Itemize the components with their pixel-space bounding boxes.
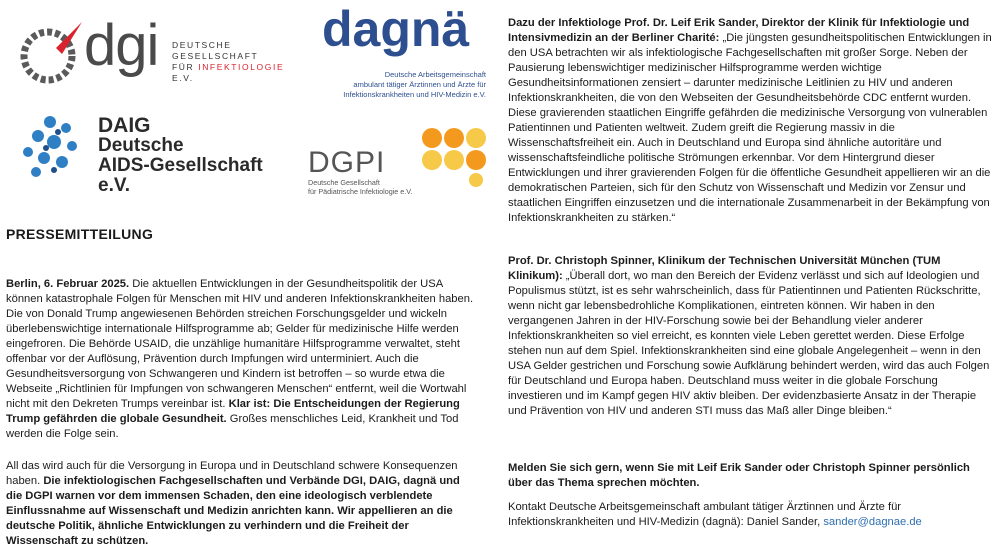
appeal-paragraph: All das wird auch für die Versorgung in Europa und in Deutschland schwere Konsequenzen haben. Die infektiologischen Fachgesellschaften und Verbände DGI, DAIG, dagnä und die DGPI warnen vor dem immensen Schaden, den eine ideologisch verblendete Einflussnahme auf Wissenschaft und Medizin anrichten kann. Wir appellieren an die deutsche Politik, ähnliche Entwicklungen zu verhindern und die Freiheit der Wissenschaft zu schützen. — [6, 460, 460, 547]
dgi-ring-icon — [16, 18, 86, 88]
dateline: Berlin, 6. Februar 2025. — [6, 278, 130, 290]
contact-invitation: Melden Sie sich gern, wenn Sie mit Leif Erik Sander oder Christoph Spinner persönlich über das Thema sprechen möchten. — [508, 462, 970, 489]
dgpi-logo — [304, 124, 494, 204]
dgi-wordmark: dgi — [84, 13, 159, 78]
spinner-quote: Prof. Dr. Christoph Spinner, Klinikum der Technischen Universität München (TUM Klinikum): „Überall dort, wo man den Bereich der Evidenz verlässt und sich auf Ideologien und Populismus stützt, ist es sehr wahrscheinlich, dass für Patientinnen und Patienten Rückschritte, wenn nicht gar lebensbedrohliche Komplikationen, eintreten können. Wir haben in den vergangenen Jahren in der HIV-Forschung sowie bei der Behandlung vieler anderer Infektionskrankheiten so viel erreicht, es konnten viele Leben gerettet werden. Diese Erfolge stehen nun auf dem Spiel. Infektionskrankheiten sind eine globale Angelegenheit – wenn in den USA Gelder gestrichen und Forschung sowie Aufklärung behindert werden, wird das auch Folgen für Deutschland und Europa haben. Deutschland muss weiter in die globale Forschung investieren und im Kampf gegen HIV aktiv bleiben. Der evidenzbasierte Ansatz in der Therapie und Prävention von HIV und anderen STI muss das Maß aller Dinge bleiben.“ — [508, 255, 990, 417]
dgpi-subtitle: Deutsche Gesellschaft für Pädiatrische Infektiologie e.V. — [308, 178, 413, 196]
sander-quote: Dazu der Infektiologe Prof. Dr. Leif Erik Sander, Direktor der Klinik für Infektiologie und Intensivmedizin an der Berliner Charité: „Die jüngsten gesundheitspolitischen Entwicklungen in den USA betrachten wir als infektiologische Fachgesellschaften mit großer Sorge. Neben der Pausierung lebenswichtiger medizinischer Hilfsprogramme werden wichtige Gesundheitsinformationen zensiert – darunter medizinische Leitlinien zu HIV und anderen Infektionskrankheiten, die von den Webseiten der Gesundheitsbehörde CDC entfernt wurden. Diese gravierenden staatlichen Eingriffe gefährden die medizinische Versorgung von vulnerablen Patientinnen und Patienten weltweit. Zudem greift die Regierung massiv in die Wissenschaftsfreiheit ein. Auch in Deutschland und Europa sind ähnliche autoritäre und wissenschaftsfeindliche politische Strömungen erkennbar. Vor dem Hintergrund dieser Entwicklungen und ihrer gravierenden Folgen für die öffentliche Gesundheit appellieren wir an die demokratischen Parteien, sich für den Schutz von Wissenschaft und Medizin vor Zensur und staatlichen Eingriffen einzusetzen und die internationale Zusammenarbeit in der Bekämpfung von Infektionskrankheiten zu stärken.“ — [508, 17, 992, 224]
dagna-subtitle: Deutsche Arbeitsgemeinschaft ambulant tätiger Ärztinnen und Ärzte für Infektionskrankheiten und HIV-Medizin e.V. — [343, 70, 486, 99]
press-release-heading: PRESSEMITTEILUNG — [6, 226, 154, 242]
contact-info: Kontakt Deutsche Arbeitsgemeinschaft ambulant tätiger Ärztinnen und Ärzte für Infektionskrankheiten und HIV-Medizin (dagnä): Daniel Sander, sander@dagnae.de — [508, 501, 922, 528]
daig-wordmark: DAIG Deutsche AIDS-Gesellschaft e.V. — [98, 114, 263, 196]
intro-paragraph: Berlin, 6. Februar 2025. Die aktuellen Entwicklungen in der Gesundheitspolitik der USA können katastrophale Folgen für Menschen mit HIV und anderen Infektionskrankheiten haben. Die von Donald Trump angewiesenen Behörden streichen Forschungsgelder und wickeln überlebenswichtige internationale Hilfsprogramme ab; Gelder für medizinische Hilfe werden eingefroren. Die Behörde USAID, die unzählige humanitäre Hilfsprogramme verwaltet, steht offenbar vor der Auflösung, Prävention durch Impfungen wird unterminiert. Auch die Gesundheitsversorgung von Schwangeren und Kindern ist betroffen – so wurde etwa die Webseite „Richtlinien für Impfungen von schwangeren Menschen“ entfernt, weil die Wortwahl nicht mit den Dekreten Trumps vereinbar ist. Klar ist: Die Entscheidungen der Regierung Trump gefährden die globale Gesundheit. Großes menschliches Leid, Krankheit und Tod werden die Folge sein. — [6, 278, 474, 440]
contact-email-link[interactable]: sander@dagnae.de — [823, 516, 922, 528]
dgi-logo — [16, 13, 296, 88]
dagna-wordmark: dagnä — [322, 1, 470, 57]
dagna-logo — [312, 1, 492, 104]
daig-molecule-icon — [16, 114, 88, 180]
daig-logo — [16, 112, 276, 196]
dgpi-wordmark: DGPI — [308, 146, 386, 179]
dgi-subtitle: DEUTSCHE GESELLSCHAFT FÜR INFEKTIOLOGIE E.V. — [172, 40, 285, 83]
